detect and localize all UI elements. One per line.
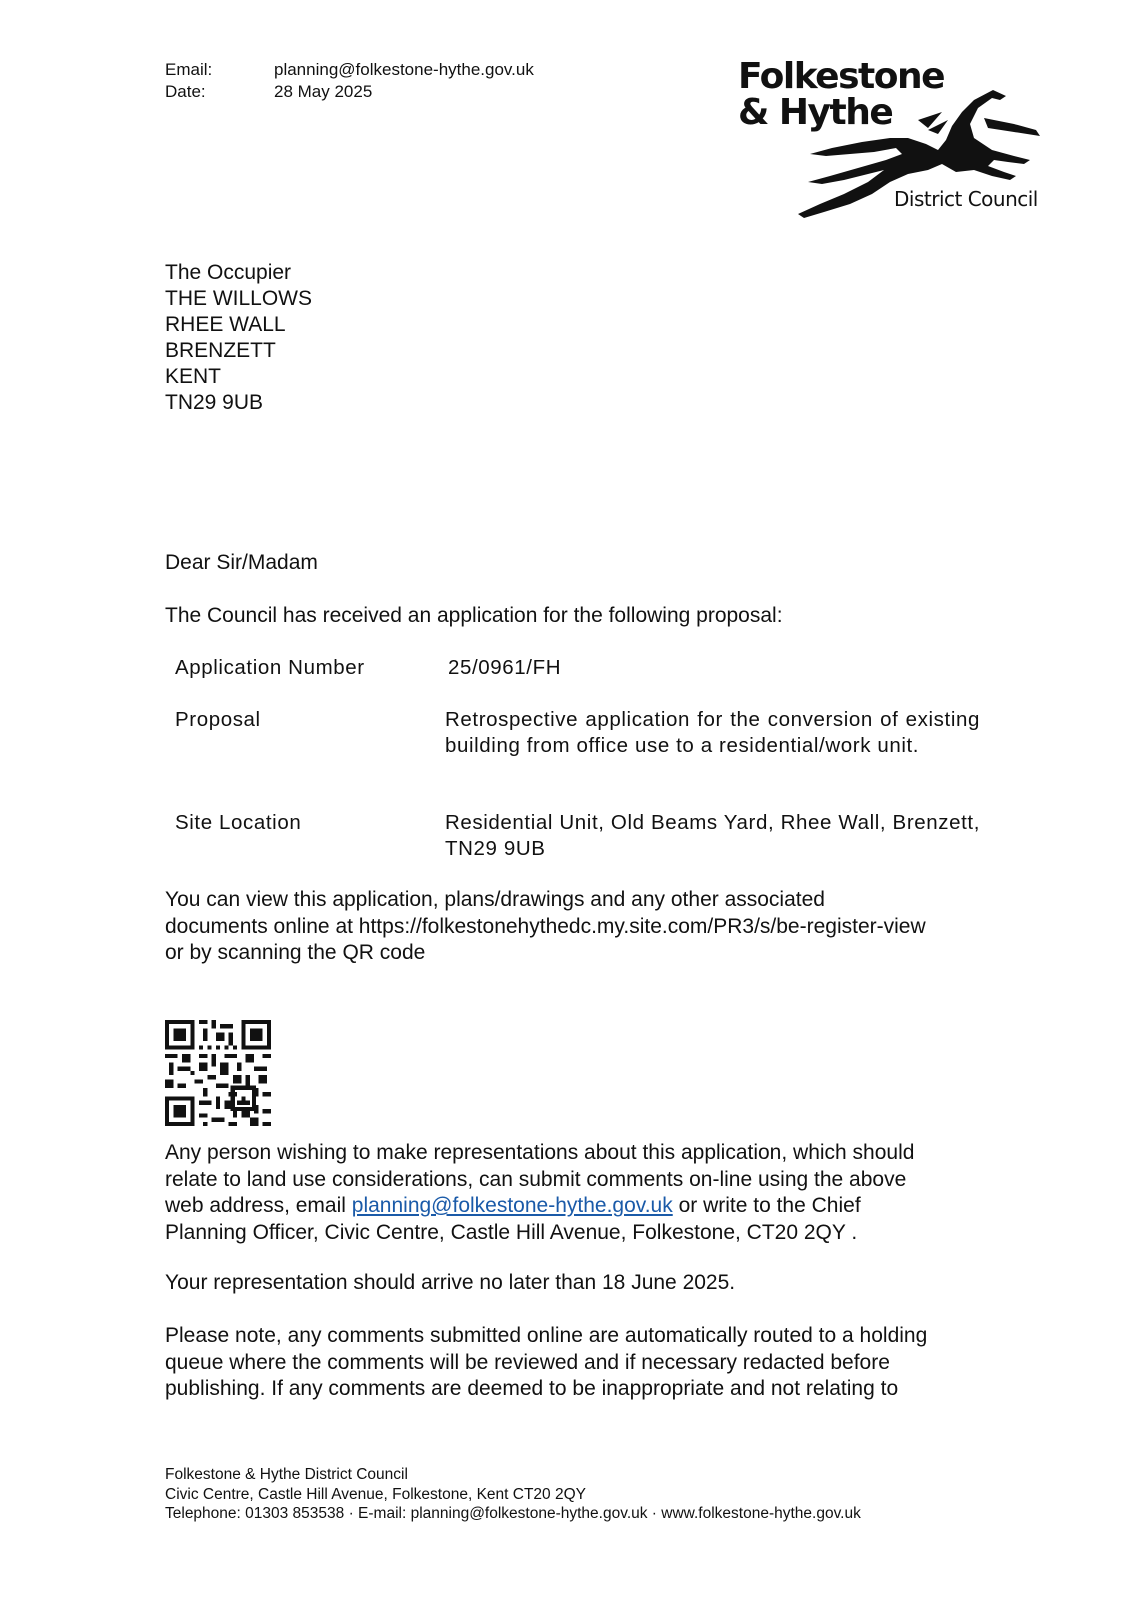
- recipient-address: [165, 260, 312, 416]
- note-text: [165, 1323, 1025, 1403]
- representations-text: [165, 1140, 1025, 1246]
- representations-text-before: web address, email: [165, 1194, 352, 1217]
- representations-line: relate to land use considerations, can submit comments on-line using the above: [165, 1167, 907, 1191]
- app-number-label: Application Number: [175, 656, 365, 679]
- logo-subtitle: District Council: [894, 187, 1038, 211]
- date-value: 28 May 2025: [274, 82, 373, 101]
- address-line: RHEE WALL: [165, 313, 286, 336]
- qr-code-icon[interactable]: [165, 1020, 271, 1126]
- view-line-url[interactable]: documents online at https://folkestonehythedc.my.site.com/PR3/s/be-register-view: [165, 914, 926, 938]
- representations-line: Any person wishing to make representations about this application, which should: [165, 1141, 915, 1164]
- proposal-value: Retrospective application for the conversion of existing building from office use to a residential/work unit.: [445, 708, 980, 757]
- email-value[interactable]: planning@folkestone-hythe.gov.uk: [274, 60, 534, 79]
- council-logo: [738, 56, 1038, 216]
- logo-title-line1: Folkestone: [738, 56, 945, 97]
- intro-text: The Council has received an application for the following proposal:: [165, 604, 783, 627]
- proposal-label: Proposal: [175, 708, 261, 731]
- representations-text-after: or write to the Chief: [672, 1194, 861, 1217]
- address-line: KENT: [165, 365, 222, 388]
- note-line: publishing. If any comments are deemed to be inappropriate and not relating to: [165, 1377, 899, 1400]
- deadline-text: Your representation should arrive no later than 18 June 2025.: [165, 1271, 736, 1294]
- email-label: Email:: [165, 60, 213, 79]
- address-line: TN29 9UB: [165, 391, 264, 414]
- logo-title-line2: & Hythe: [738, 92, 893, 133]
- representations-line: [165, 1193, 1025, 1220]
- address-line: BRENZETT: [165, 339, 276, 362]
- date-label: Date:: [165, 82, 206, 101]
- footer: [165, 1465, 861, 1524]
- planning-email-link[interactable]: planning@folkestone-hythe.gov.uk: [351, 1194, 673, 1217]
- address-line: THE WILLOWS: [165, 287, 313, 310]
- site-location-label: Site Location: [175, 811, 302, 834]
- representations-line: Planning Officer, Civic Centre, Castle Hill Avenue, Folkestone, CT20 2QY .: [165, 1220, 858, 1244]
- app-number-value: 25/0961/FH: [448, 656, 562, 679]
- footer-contacts: Telephone: 01303 853538 · E-mail: planning@folkestone-hythe.gov.uk · www.folkestone-hythe.gov.uk: [165, 1505, 861, 1522]
- view-online-text: [165, 887, 1025, 967]
- footer-address: Civic Centre, Castle Hill Avenue, Folkestone, Kent CT20 2QY: [165, 1485, 586, 1503]
- address-line: The Occupier: [165, 261, 292, 284]
- site-location-value: Residential Unit, Old Beams Yard, Rhee Wall, Brenzett, TN29 9UB: [445, 811, 980, 860]
- view-line: or by scanning the QR code: [165, 941, 426, 964]
- view-line: You can view this application, plans/drawings and any other associated: [165, 888, 825, 911]
- salutation: Dear Sir/Madam: [165, 551, 318, 574]
- note-line: queue where the comments will be reviewed and if necessary redacted before: [165, 1350, 890, 1374]
- note-line: Please note, any comments submitted online are automatically routed to a holding: [165, 1324, 928, 1347]
- footer-org: Folkestone & Hythe District Council: [165, 1466, 408, 1483]
